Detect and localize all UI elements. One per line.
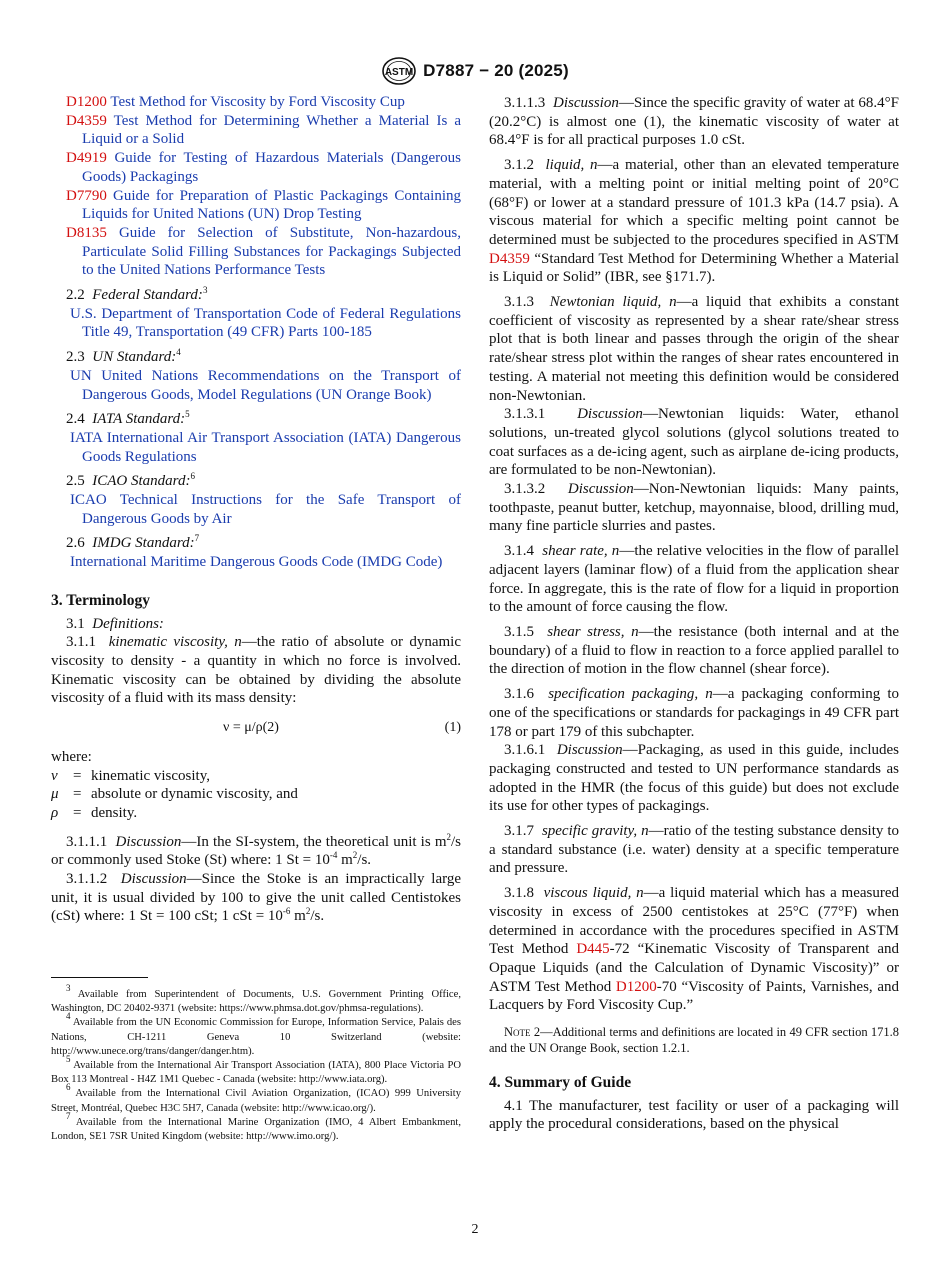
newtonian-liquid-def: 3.1.3 Newtonian liquid, n—a liquid that exhibits a constant coefficient of viscosity as represented by a shear rate/shear stress plot that is both linear and passes through the origin of the shear rate/shear stress plot within the ranges of shear rates encountered in testing. A material not meeting this definition would be considered non-Newtonian. <box>489 294 900 404</box>
document-id: D7887 − 20 (2025) <box>423 61 569 80</box>
astm-logo-icon <box>381 56 417 86</box>
terminology-heading: 3. Terminology <box>51 591 151 609</box>
right-column <box>489 94 899 1134</box>
d4359-link[interactable]: D4359 <box>489 250 530 267</box>
specific-gravity-def: 3.1.7 specific gravity, n—ratio of the testing substance density to a standard substance (i.e. water) density at a specific temperature and pressure. <box>489 823 899 877</box>
reference-item[interactable]: D7790 Guide for Preparation of Plastic Packagings Containing Liquids for United Nations (UN) Drop Testing <box>66 187 461 223</box>
page-number: 2 <box>471 1222 479 1237</box>
discussion-3111: 3.1.1.1 Discussion—In the SI-system, the theoretical unit is $m^2/s$ or commonly used Stoke (St) where: 1 $St = 10^{-4}$ $m^2/s$. <box>51 831 461 869</box>
footnote: $^3$ Available from Superintendent of Documents, U.S. Government Printing Office, Washington, DC 20402-9371 (website: https://www.phmsa.dot.gov/phmsa-regulations). <box>51 983 461 1015</box>
discussion-3132: 3.1.3.2 Discussion—Non-Newtonian liquids: Many paints, toothpaste, peanut butter, ketchup, mayonnaise, blood, drilling mud, many fine particle slurries and pastes. <box>489 481 899 535</box>
equation: ν = μ/ρ(2) (1) <box>223 720 461 736</box>
d1200-link[interactable]: D1200 <box>615 978 657 995</box>
shear-stress-def: 3.1.5 shear stress, n—the resistance (both internal and at the boundary) of a fluid to flow in reaction to a force applied parallel to the direction of motion in the flow channel (shear force). <box>489 623 900 678</box>
reference-item[interactable]: D1200 Test Method for Viscosity by Ford Viscosity Cup <box>66 94 405 110</box>
un-standard-heading: 2.3 UN Standard:$^4$ <box>66 347 181 366</box>
footnote: $^5$ Available from the International Air Transport Association (IATA), 800 Place Victoria PO Box 113 Montreal - H4Z 1M1 Quebec - Canada (website: http://www.iata.org). <box>51 1054 461 1086</box>
variable-definition: ν = kinematic viscosity, <box>51 767 211 784</box>
definitions-heading: 3.1 Definitions: <box>66 615 164 632</box>
discussion-3112: 3.1.1.2 Discussion—Since the Stoke is an impractically large unit, it is usual divided by 100 to give the unit called Centistokes (cSt) where: 1 St = 100 cSt; 1 cSt = $10^{-6}$ $m^2/s$. <box>51 871 462 925</box>
iata-standard-link[interactable]: IATA International Air Transport Association (IATA) Dangerous Goods Regulations <box>70 429 461 465</box>
variable-definition: μ = absolute or dynamic viscosity, and <box>51 786 298 803</box>
logo-text: ASTM <box>385 67 414 78</box>
imdg-standard-heading: 2.6 IMDG Standard:$^7$ <box>66 533 200 552</box>
imdg-standard-link[interactable]: International Maritime Dangerous Goods Code (IMDG Code) <box>70 554 443 571</box>
footnote: $^4$ Available from the UN Economic Commission for Europe, Information Service, Palais des Nations, CH-1211 Geneva 10 Switzerland (website: http://www.unece.org/trans/danger/danger.htm). <box>51 1011 461 1057</box>
footnote: $^6$ Available from the International Civil Aviation Organization, (ICAO) 999 University Street, Montréal, Quebec H3C 5H7, Canada (website: http://www.icao.org/). <box>51 1082 461 1114</box>
federal-standard-link[interactable]: U.S. Department of Transportation Code of Federal Regulations Title 49, Transportation (49 CFR) Parts 100-185 <box>70 305 461 341</box>
page-header <box>0 56 950 86</box>
specification-packaging-def: 3.1.6 specification packaging, n—a packaging conforming to one of the specifications or standards for packagings in 49 CFR part 178 or part 179 of this subchapter. <box>489 686 899 740</box>
footnote-divider <box>51 977 148 978</box>
summary-41: 4.1 The manufacturer, test facility or user of a packaging will apply the procedural considerations, based on the physical <box>489 1097 899 1133</box>
reference-item[interactable]: D8135 Guide for Selection of Substitute, Non-hazardous, Particulate Solid Filling Substances for Packagings Subjected to the United Nations Performance Tests <box>66 224 461 279</box>
viscous-liquid-def: 3.1.8 viscous liquid, n—a liquid material which has a measured viscosity in excess of 2500 centistokes at 25°C (77°F) when determined in accordance with the procedures specified in ASTM Test Method D445-72 “Kinematic Viscosity of Transparent and Opaque Liquids (and the Calculation of Dynamic Viscosity)” or ASTM Test Method D1200-70 “Viscosity of Paints, Varnishes, and Lacquers by Ford Viscosity Cup.” <box>489 885 899 1014</box>
iata-standard-heading: 2.4 IATA Standard:$^5$ <box>66 409 190 428</box>
un-standard-link[interactable]: UN United Nations Recommendations on the Transport of Dangerous Goods, Model Regulations (UN Orange Book) <box>70 367 461 403</box>
discussion-3131: 3.1.3.1 Discussion—Newtonian liquids: Water, ethanol solutions, un-treated glycol solutions (glycol solutions treated to coat surfaces as a de-icing agent, such as airplane de-icing products, are formulated to be non-Newtonian). <box>489 406 899 479</box>
icao-standard-heading: 2.5 ICAO Standard:$^6$ <box>66 471 195 490</box>
kinematic-viscosity-def: 3.1.1 kinematic viscosity, n—the ratio of absolute or dynamic viscosity to density - a quantity in which no force is involved. Kinematic viscosity can be obtained by dividing the absolute viscosity of a fluid with its mass density: <box>51 634 461 707</box>
icao-standard-link[interactable]: ICAO Technical Instructions for the Safe Transport of Dangerous Goods by Air <box>70 492 461 527</box>
note-2: Note 2—Additional terms and definitions are located in 49 CFR section 171.8 and the UN Orange Book, section 1.2.1. <box>489 1025 899 1056</box>
left-column <box>51 93 461 926</box>
liquid-def: 3.1.2 liquid, n—a material, other than an elevated temperature material, with a melting point or initial melting point of 20°C (68°F) or lower at a standard pressure of 101.3 kPa (14.7 psia). A viscous material for which a specific melting point cannot be determined must be subjected to the procedures specified in ASTM D4359 “Standard Test Method for Determining Whether a Material is Liquid or Solid” (IBR, see §171.7). <box>489 157 899 286</box>
where-label: where: <box>51 748 92 765</box>
reference-item[interactable]: D4359 Test Method for Determining Whether a Material Is a Liquid or a Solid <box>66 112 461 148</box>
footnotes <box>51 983 461 1144</box>
d445-link[interactable]: D445 <box>576 941 610 958</box>
federal-standard-heading: 2.2 Federal Standard:$^3$ <box>66 285 208 304</box>
referenced-documents <box>51 93 461 280</box>
reference-item[interactable]: D4919 Guide for Testing of Hazardous Materials (Dangerous Goods) Packagings <box>66 150 462 185</box>
footnote: $^7$ Available from the International Marine Organization (IMO, 4 Albert Embankment, London, SE1 7SR United Kingdom (website: http://www.imo.org/). <box>51 1110 461 1143</box>
summary-heading: 4. Summary of Guide <box>489 1074 632 1092</box>
discussion-3113: 3.1.1.3 Discussion—Since the specific gravity of water at 68.4°F (20.2°C) is almost one (1), the kinematic viscosity of water at 68.4°F is for all practical purposes 1.0 cSt. <box>489 95 899 149</box>
shear-rate-def: 3.1.4 shear rate, n—the relative velocities in the flow of parallel adjacent layers (laminar flow) of a fluid from the application shear force. In aggregate, this is the rate of flow for a liquid in proportion to the amount of force causing the flow. <box>489 543 900 616</box>
variable-definition: ρ = density. <box>51 804 138 821</box>
discussion-3161: 3.1.6.1 Discussion—Packaging, as used in this guide, includes packaging constructed and tested to UN performance standards as adopted in the HMR (the focus of this guide) but does not exclude its use for other types of packagings. <box>489 742 899 815</box>
